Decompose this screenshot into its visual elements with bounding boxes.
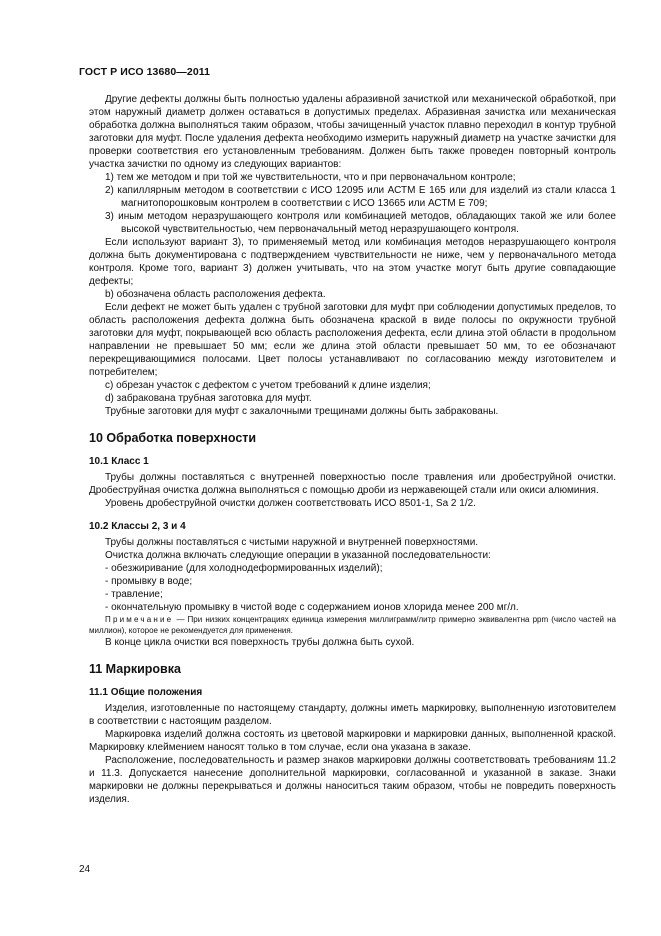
note-text: — При низких концентрациях единица измерения миллиграмм/литр примерно эквивалентна ppm (число частей на миллион), которое не рекомендуется для применения. [89,615,616,635]
paragraph: Другие дефекты должны быть полностью удалены абразивной зачисткой или механической обработкой, при этом наружный диаметр должен оставаться в допустимых пределах. Абразивная зачистка или механическая обработка должна выполняться таким образом, чтобы зачищенный участок плавно переходил в контур трубной заготовки для муфт. После удаления дефекта необходимо измерить наружный диаметр на участке зачистки для проверки соответствия его установленным требованиям. Должен быть также проведен повторный контроль участка зачистки по одному из следующих вариантов: [89,94,616,170]
list-item: - обезжиривание (для холоднодеформированных изделий); [105,563,383,574]
paragraph: Если дефект не может быть удален с трубной заготовки для муфт при соблюдении допустимых пределов, то область расположения дефекта должна быть обозначена краской в виде полосы по окружности трубной заготовки для муфт, покрывающей всю область расположения дефекта, если длина этой области в продольном направлении не превышает 50 мм; если же длина этой области превышает 50 мм, то ее обозначают перекрещивающимися полосами. Цвет полосы устанавливают по согласованию между изготовителем и потребителем; [89,302,616,378]
paragraph: Трубы должны поставляться с чистыми наружной и внутренней поверхностями. [105,537,479,548]
subsection-heading: 11.1 Общие положения [89,687,203,698]
list-item: - промывку в воде; [105,576,193,587]
paragraph: Трубы должны поставляться с внутренней поверхностью после травления или дробеструйной очистки. Дробеструйная очистка должна выполняться с помощью дроби из нержавеющей стали или окиси алюминия. [89,472,616,496]
list-item: c) обрезан участок с дефектом с учетом требований к длине изделия; [105,380,431,391]
list-item: b) обозначена область расположения дефекта. [105,289,326,300]
paragraph: В конце цикла очистки вся поверхность трубы должна быть сухой. [105,637,415,648]
subsection-heading: 10.1 Класс 1 [89,456,149,467]
paragraph: Расположение, последовательность и размер знаков маркировки должны соответствовать требованиям 11.2 и 11.3. Допускается нанесение дополнительной маркировки, согласованной и указанной в заказе. Знаки маркировки не должны перекрываться и должны наноситься таким образом, чтобы не повредить поверхность изделия. [89,755,616,805]
list-item: - окончательную промывку в чистой воде с содержанием ионов хлорида менее 200 мг/л. [105,602,519,613]
list-item: 3) иным методом неразрушающего контроля или комбинацией методов, обладающих такой же или более высокой чувствительностью, чем первоначальный метод неразрушающего контроля. [105,211,616,235]
list-item: - травление; [105,589,163,600]
section-heading: 11 Маркировка [89,662,181,676]
paragraph: Маркировка изделий должна состоять из цветовой маркировки и маркировки данных, выполненной краской. Маркировку клеймением наносят только в том случае, если она указана в заказе. [89,729,616,753]
note-label: Примечание [105,615,174,624]
paragraph: Изделия, изготовленные по настоящему стандарту, должны иметь маркировку, выполненную изготовителем в соответствии с настоящим разделом. [89,703,616,727]
paragraph: Если используют вариант 3), то применяемый метод или комбинация методов неразрушающего контроля должна быть документирована с подтверждением чувствительности не ниже, чем у первоначального метода контроля. Кроме того, вариант 3) должен учитывать, что на этом участке могут быть другие совпадающие дефекты; [89,237,616,287]
paragraph: Очистка должна включать следующие операции в указанной последовательности: [105,550,491,561]
list-item: 1) тем же методом и при той же чувствительности, что и при первоначальном контроле; [105,172,516,183]
list-item: 2) капиллярным методом в соответствии с ИСО 12095 или АСТМ Е 165 или для изделий из стали класса 1 магнитопорошковым контролем в соответствии с ИСО 13665 или АСТМ Е 709; [105,185,616,209]
document-header: ГОСТ Р ИСО 13680—2011 [79,66,211,78]
document-body [89,93,616,806]
section-heading: 10 Обработка поверхности [89,431,257,445]
paragraph: Уровень дробеструйной очистки должен соответствовать ИСО 8501-1, Sa 2 1/2. [105,498,476,509]
subsection-heading: 10.2 Классы 2, 3 и 4 [89,521,186,532]
note [89,614,616,636]
paragraph: Трубные заготовки для муфт с закалочными трещинами должны быть забракованы. [105,406,499,417]
page-number: 24 [79,864,91,875]
list-item: d) забракована трубная заготовка для муфт. [105,393,312,404]
